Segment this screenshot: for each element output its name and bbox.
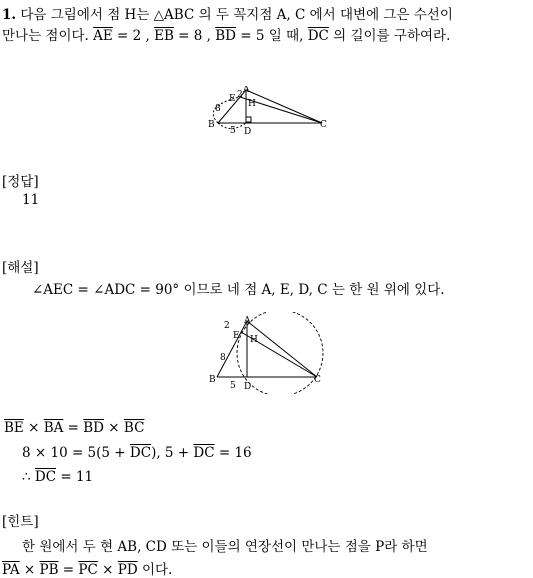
length-ae: 2 [237,90,243,100]
segment-bd: $\overline{BD}$ [83,420,105,436]
label-e: E [229,94,236,104]
length-eb: 8 [220,353,226,363]
label-c: C [320,120,327,130]
eq2-part-a: 8 × 10 = 5(5 + [22,445,130,461]
segment-dc: $\overline{DC}$ [307,28,329,44]
answer-value: 11 [22,192,40,208]
problem-text-2: 만나는 점이다. [2,28,94,44]
problem-number: 1. [2,7,17,23]
answer-heading: [정답] [2,174,39,190]
segment-dc: $\overline{DC}$ [129,445,152,461]
label-a: A [244,316,251,326]
figure-circle [207,312,329,394]
segment-be: $\overline{BE}$ [4,420,24,436]
segment-pb: $\overline{PB}$ [39,562,59,578]
therefore-symbol: ∴ [22,469,35,485]
op-times: × [23,420,44,436]
problem-text-end: 의 길이를 구하여라. [328,28,451,44]
label-h: H [248,99,256,109]
segment-eb: $\overline{EB}$ [154,28,174,44]
equation-2 [22,445,252,461]
label-h: H [250,335,258,345]
label-e: E [233,331,240,341]
hint-line-1: 한 원에서 두 현 AB, CD 또는 이들의 연장선이 만나는 점을 P라 하면 [22,539,428,555]
side-ac [247,321,317,377]
segment-dc: $\overline{DC}$ [193,445,215,461]
segment-pa: $\overline{PA}$ [2,562,20,578]
figure-triangle [200,86,335,136]
op-times: × [97,562,118,578]
problem-text-1: 다음 그림에서 점 H는 △ABC 의 두 꼭지점 A, C 에서 대변에 그은 수선이 [20,7,453,23]
value-ae: = 2 , [112,28,155,44]
eq2-part-c: = 16 [214,445,252,461]
value-bd: = 5 일 때, [235,28,308,44]
label-d: D [244,382,252,392]
segment-pc: $\overline{PC}$ [78,562,98,578]
equation-1 [4,420,144,436]
label-d: D [244,127,252,136]
label-b: B [208,120,215,130]
segment-bc: $\overline{BC}$ [123,420,145,436]
segment-pd: $\overline{PD}$ [117,562,138,578]
op-equals: = [58,562,79,578]
segment-bd: $\overline{BD}$ [215,28,236,44]
eq2-part-b: ), 5 + [151,445,194,461]
hint-line-2 [2,558,172,578]
hint-heading: [힌트] [2,514,39,530]
op-times: × [104,420,124,436]
segment-ae: $\overline{AE}$ [93,28,113,44]
hint-end: 이다. [137,562,173,578]
explanation-heading: [해설] [2,260,39,276]
problem-line-2 [2,24,450,44]
op-times: × [19,562,40,578]
side-ab [217,321,247,377]
value-eb: = 8 , [173,28,216,44]
problem-line-1 [2,3,453,23]
op-equals: = [63,420,84,436]
side-ac [246,90,322,123]
length-bd: 5 [230,381,236,391]
length-bd: 5 [230,126,236,136]
label-a: A [243,86,250,95]
right-angle-d [246,117,251,122]
explanation-line-1: ∠AEC = ∠ADC = 90° 이므로 네 점 A, E, D, C 는 한 원 위에 있다. [32,282,445,298]
label-c: C [314,375,321,385]
eq3-value: = 11 [56,469,94,485]
segment-ba: $\overline{BA}$ [43,420,64,436]
segment-dc: $\overline{DC}$ [34,469,57,485]
length-eb: 8 [215,104,221,114]
label-b: B [209,375,216,385]
length-ae: 2 [224,321,230,331]
equation-3 [22,469,93,485]
